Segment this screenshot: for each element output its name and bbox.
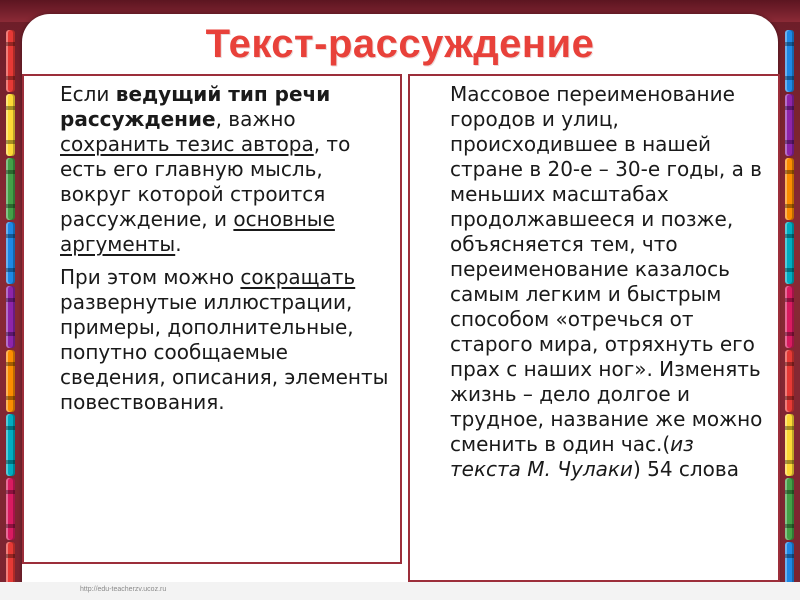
crayon-decoration [785,478,794,540]
right-text-main: Массовое переименование городов и улиц, происходившее в нашей стране в 20-е – 30-е годы, а в меньших масштабах продолжавшееся и позже, объясняется тем, что переименование казалось самым легким и быстрым способом «отречься от старого мира, отряхнуть его прах с наших ног». Изменять жизнь – дело долгое и трудное, название же можно сменить в один час.( [450,82,763,456]
right-text-end: ) 54 слова [632,457,739,481]
p1-after-bold: , важно [215,107,296,131]
crayon-decoration [6,286,15,348]
crayon-decoration [6,94,15,156]
crayon-decoration [6,158,15,220]
crayon-border-left [0,20,22,600]
p1-underline-arguments: основные аргументы [60,207,335,256]
crayon-border-right [778,20,800,600]
p2-intro: При этом можно [60,265,241,289]
p1-end: . [175,232,182,256]
crayon-decoration [785,414,794,476]
crayon-decoration [6,350,15,412]
crayon-decoration [6,222,15,284]
p2-underline-shorten: сокращать [240,265,356,289]
crayon-decoration [785,286,794,348]
crayon-decoration [6,478,15,540]
p1-intro: Если [60,82,116,106]
right-text-source: из текста М. Чулаки [450,432,694,481]
left-paragraph-2 [60,265,392,415]
left-text-column [22,74,402,564]
p1-bold-phrase: ведущий тип речи рассуждение [60,82,331,131]
crayon-decoration [785,158,794,220]
footer-url: http://edu-teacherzv.ucoz.ru [80,586,167,593]
right-paragraph [450,82,770,482]
p1-middle: , то есть его главную мысль, вокруг которой строится рассуждение, и [60,132,351,231]
slide-title: Текст-рассуждение [205,22,595,66]
left-paragraph-1 [60,82,392,257]
crayon-decoration [6,414,15,476]
crayon-decoration [785,94,794,156]
crayon-decoration [785,350,794,412]
p1-underline-thesis: сохранить тезис автора [60,132,314,156]
right-text-column [408,74,780,582]
crayon-decoration [785,222,794,284]
p2-rest: развернутые иллюстрации, примеры, дополнительные, попутно сообщаемые сведения, описания, элементы повествования. [60,290,389,414]
